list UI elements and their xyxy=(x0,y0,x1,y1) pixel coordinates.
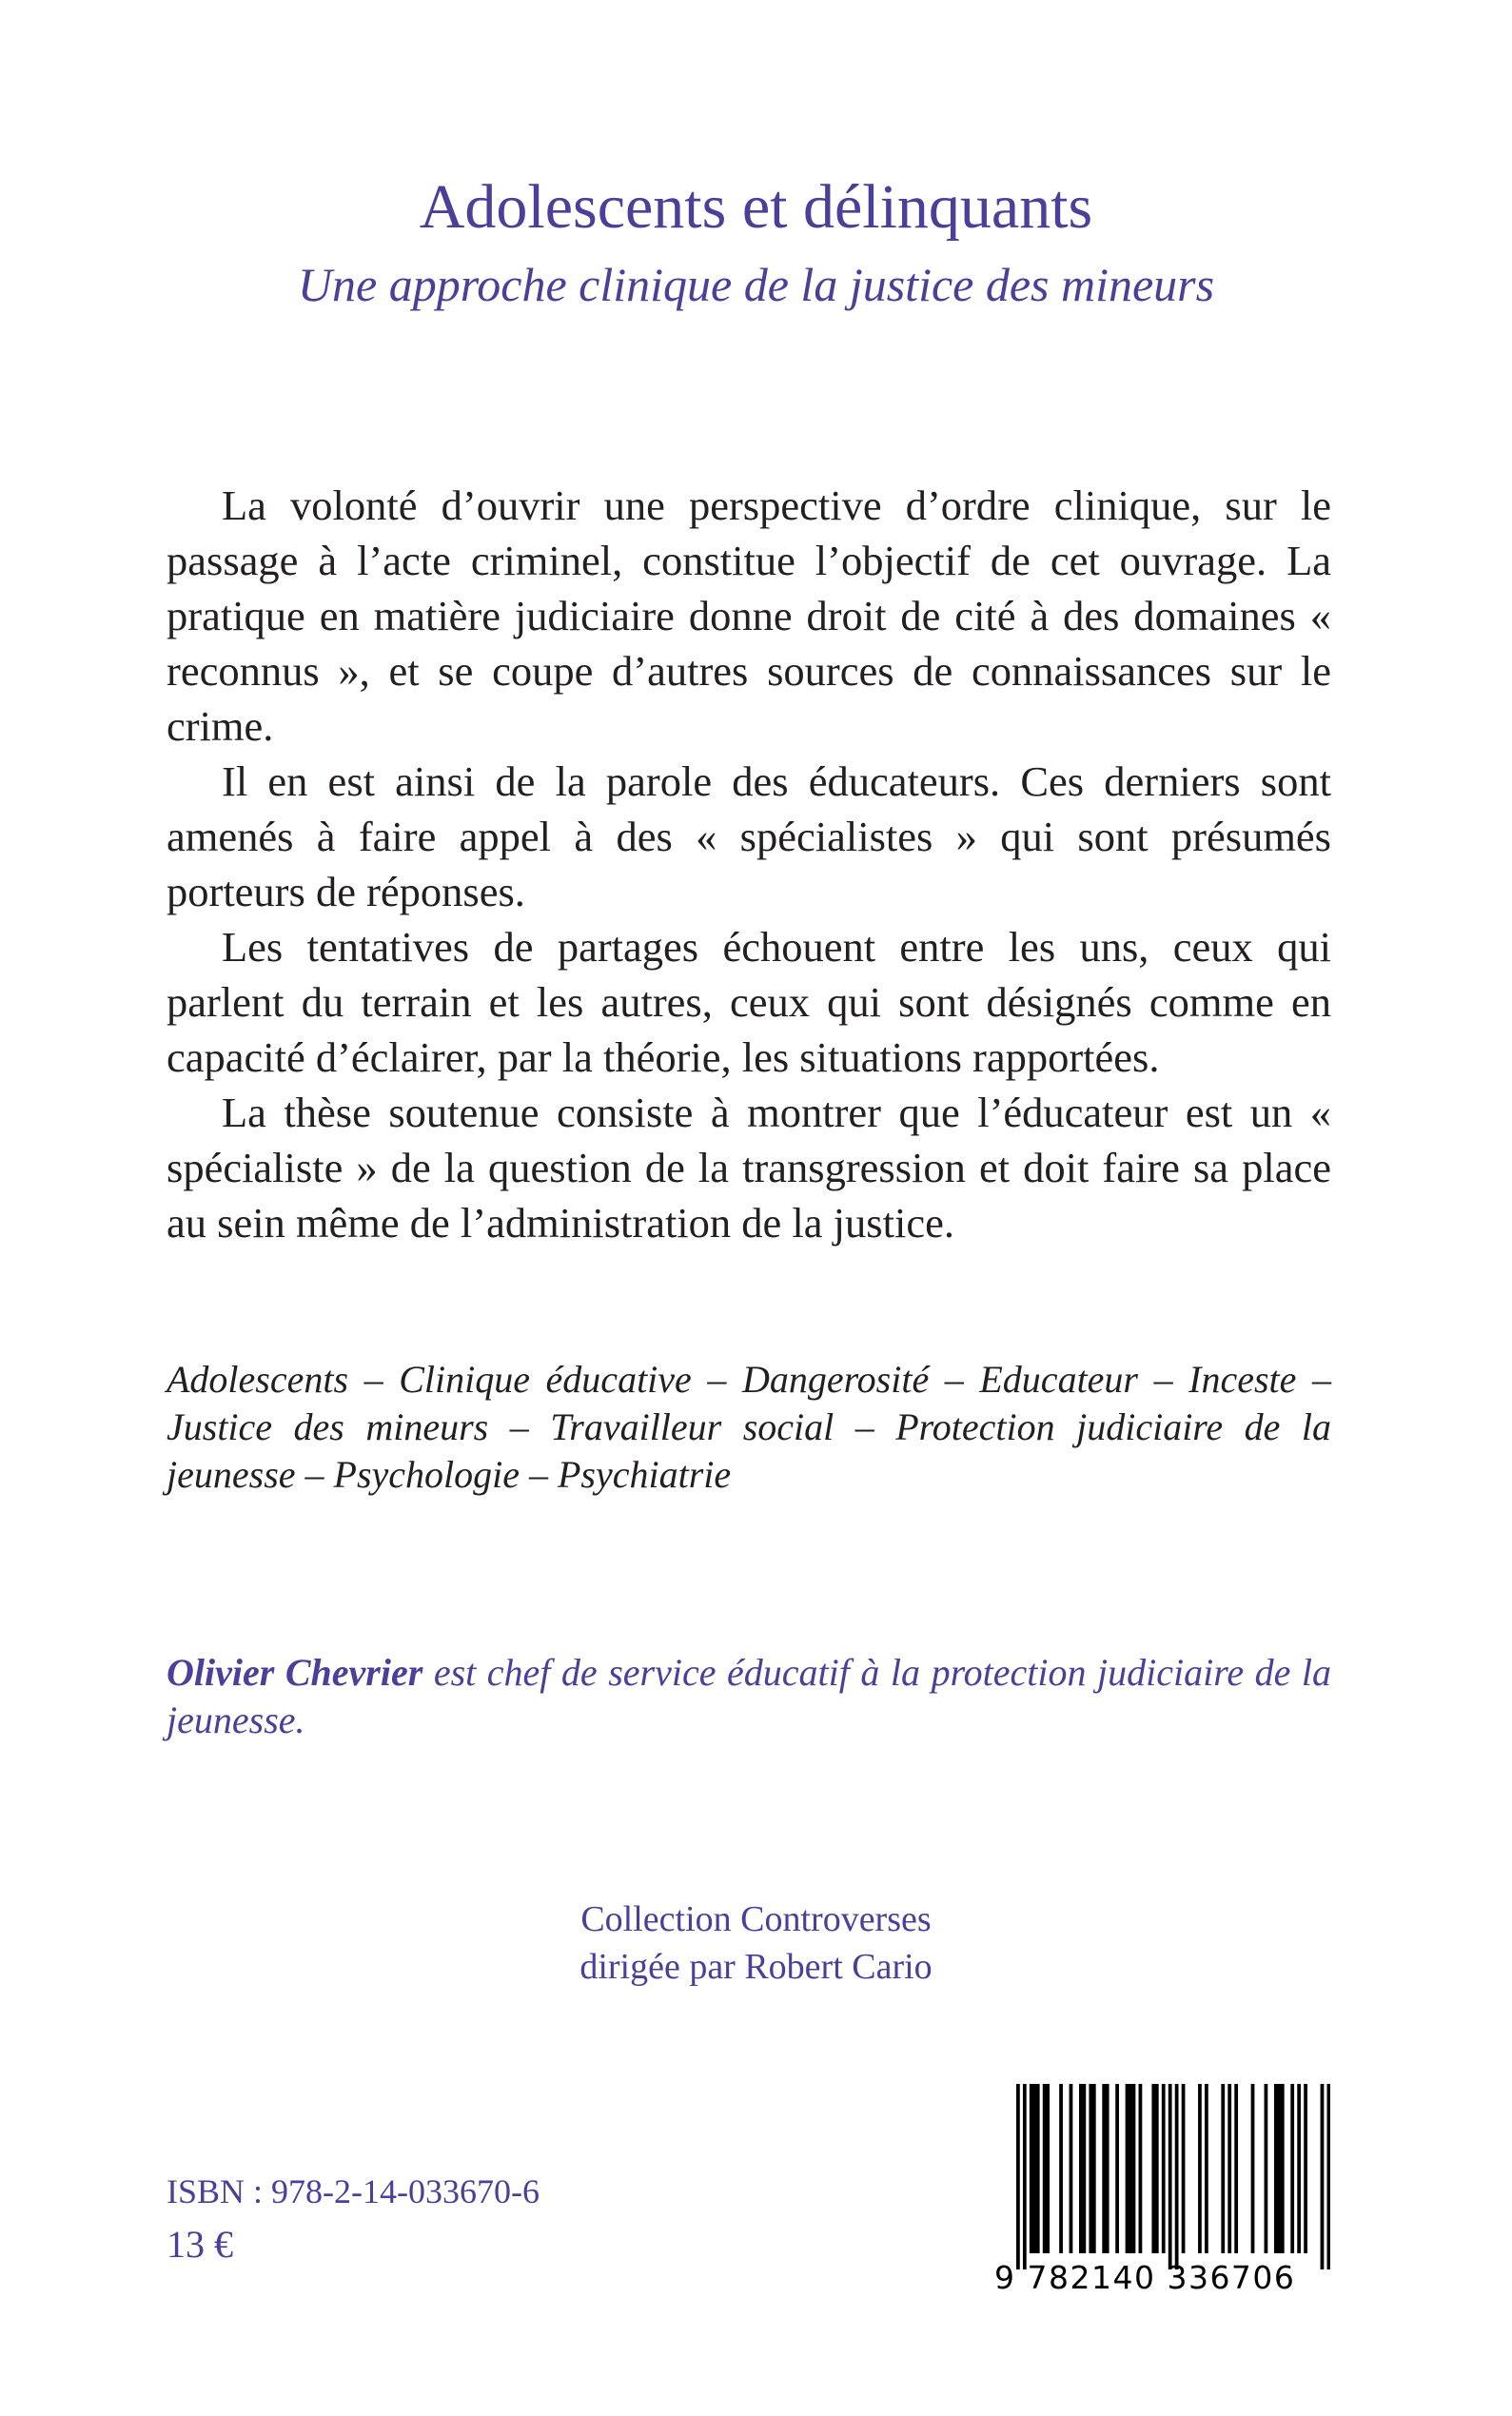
blurb-paragraph-3: Les tentatives de partages échouent entre les uns, ceux qui parlent du terrain et les autres, ceux qui sont désignés comme en capacité d’éclairer, par la théorie, les situations rapportées. xyxy=(167,923,1331,1081)
barcode-bar xyxy=(1043,2084,1047,2253)
barcode-bar xyxy=(1036,2084,1040,2253)
barcode-bar xyxy=(1251,2084,1255,2253)
price: 13 € xyxy=(167,2223,233,2266)
barcode-bar xyxy=(1234,2084,1238,2253)
barcode-bar xyxy=(1265,2084,1268,2253)
barcode-bar xyxy=(1132,2084,1136,2253)
barcode-bar xyxy=(1327,2084,1330,2269)
collection-director: dirigée par Robert Cario xyxy=(579,1947,933,1987)
barcode-bar xyxy=(1082,2084,1086,2253)
barcode xyxy=(1016,2084,1330,2269)
blurb xyxy=(167,478,1331,1250)
barcode-bar xyxy=(1198,2084,1202,2253)
barcode-bar xyxy=(1023,2084,1027,2269)
collection-info xyxy=(0,1895,1512,1991)
barcode-bar xyxy=(1106,2084,1109,2253)
barcode-bar xyxy=(1227,2084,1231,2253)
barcode-bar xyxy=(1129,2084,1132,2253)
collection-name: Collection Controverses xyxy=(580,1899,932,1939)
isbn: ISBN : 978-2-14-033670-6 xyxy=(167,2172,540,2210)
barcode-bar xyxy=(1092,2084,1096,2253)
author-bio xyxy=(167,1649,1331,1744)
barcode-bar xyxy=(1304,2084,1307,2253)
barcode-bar xyxy=(1281,2084,1285,2253)
barcode-bar xyxy=(1030,2084,1033,2253)
barcode-bar xyxy=(1032,2084,1036,2253)
barcode-bar xyxy=(1102,2084,1106,2253)
barcode-bar xyxy=(1115,2084,1119,2253)
barcode-bar xyxy=(1182,2084,1186,2253)
barcode-bar xyxy=(1221,2084,1225,2253)
barcode-bar xyxy=(1321,2084,1325,2269)
barcode-bar xyxy=(1079,2084,1083,2253)
barcode-bar xyxy=(1168,2084,1172,2269)
barcode-digits: 9 782140 336706 xyxy=(994,2259,1296,2296)
book-subtitle: Une approche clinique de la justice des mineurs xyxy=(297,258,1215,311)
barcode-bar xyxy=(1016,2084,1020,2269)
barcode-bar xyxy=(1205,2084,1208,2253)
barcode-icon xyxy=(1016,2084,1330,2269)
barcode-bar xyxy=(1046,2084,1050,2253)
book-title: Adolescents et délinquants xyxy=(419,172,1093,242)
barcode-bar xyxy=(1274,2084,1278,2253)
barcode-bar xyxy=(1277,2084,1281,2253)
barcode-bar xyxy=(1162,2084,1166,2253)
blurb-paragraph-4: La thèse soutenue consiste à montrer que l’éducateur est un « spécialiste » de la question de la transgression et doit faire sa place au sein même de l’administration de la justice. xyxy=(167,1089,1331,1247)
barcode-bar xyxy=(1175,2084,1179,2269)
barcode-bar xyxy=(1151,2084,1155,2253)
blurb-paragraph-2: Il en est ainsi de la parole des éducateurs. Ces derniers sont amenés à faire appel à des « spécialistes » qui sont présumés porteurs de réponses. xyxy=(167,757,1331,915)
keywords: Adolescents – Clinique éducative – Dangerosité – Educateur – Inceste – Justice des mineurs – Travailleur social – Protection judiciaire de la jeunesse – Psychologie – Psychiatrie xyxy=(167,1358,1331,1496)
barcode-bar xyxy=(1126,2084,1129,2253)
barcode-bar xyxy=(1290,2084,1294,2253)
barcode-bar xyxy=(1155,2084,1159,2253)
barcode-bar xyxy=(1089,2084,1092,2253)
barcode-bar xyxy=(1139,2084,1143,2253)
barcode-bar xyxy=(1070,2084,1073,2253)
barcode-bar xyxy=(1059,2084,1063,2253)
barcode-bar xyxy=(1297,2084,1301,2253)
blurb-paragraph-1: La volonté d’ouvrir une perspective d’ordre clinique, sur le passage à l’acte criminel, constitue l’objectif de cet ouvrage. La pratique en matière judiciaire donne droit de cité à des domaines « reconnus », et se coupe d’autres sources de connaissances sur le crime. xyxy=(167,481,1331,750)
author-name: Olivier Chevrier xyxy=(167,1651,423,1694)
author-description: est chef de service éducatif à la protection judiciaire de la jeunesse. xyxy=(167,1651,1332,1741)
